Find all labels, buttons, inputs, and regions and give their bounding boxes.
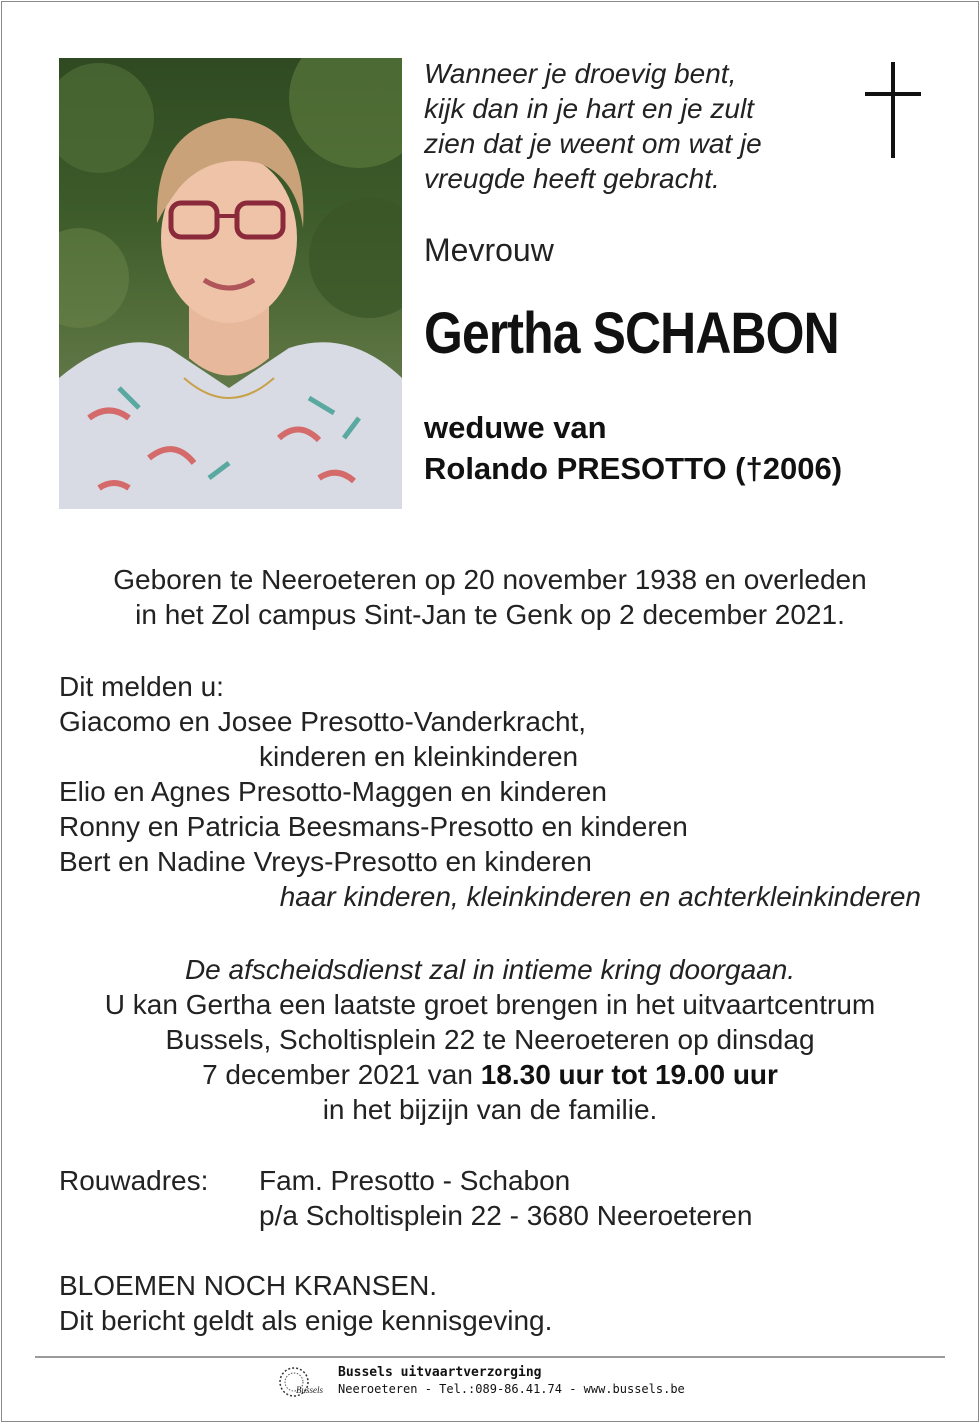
ceremony-line xyxy=(40,1057,940,1092)
ceremony-line: in het bijzijn van de familie. xyxy=(322,1094,658,1125)
address-value xyxy=(259,1163,752,1233)
memorial-quote xyxy=(424,56,844,196)
deceased-name: Gertha SCHABON xyxy=(424,301,839,366)
bussels-logo xyxy=(274,1364,330,1400)
footer-divider xyxy=(35,1356,945,1358)
announcer-family: Giacomo en Josee Presotto-Vanderkracht, xyxy=(59,706,587,737)
address-line: p/a Scholtisplein 22 - 3680 Neeroeteren xyxy=(259,1200,753,1231)
ceremony-line: De afscheidsdienst zal in intieme kring doorgaan. xyxy=(184,954,796,985)
announcer-family: Ronny en Patricia Beesmans-Presotto en kinderen xyxy=(59,811,688,842)
quote-line: kijk dan in je hart en je zult xyxy=(424,93,754,124)
portrait-photo xyxy=(59,58,402,509)
closing-text xyxy=(59,1268,552,1338)
announcer-family: Bert en Nadine Vreys-Presotto en kinderen xyxy=(59,846,592,877)
announcers-intro: Dit melden u: xyxy=(59,671,224,702)
company-name: Bussels uitvaartverzorging xyxy=(338,1365,542,1380)
birth-death-text xyxy=(40,562,940,632)
ceremony-time: 18.30 uur tot 19.00 uur xyxy=(480,1059,778,1090)
birth-death-line: in het Zol campus Sint-Jan te Genk op 2 december 2021. xyxy=(135,599,845,630)
company-contact: Neeroeteren - Tel.:089-86.41.74 - www.bussels.be xyxy=(338,1382,685,1396)
quote-line: vreugde heeft gebracht. xyxy=(424,163,720,194)
quote-line: zien dat je weent om wat je xyxy=(424,128,762,159)
spouse-name: Rolando PRESOTTO (†2006) xyxy=(424,451,843,486)
closing-line: BLOEMEN NOCH KRANSEN. xyxy=(59,1270,438,1301)
address-label: Rouwadres: xyxy=(59,1165,209,1196)
announcers-closing: haar kinderen, kleinkinderen en achterkleinkinderen xyxy=(279,881,921,912)
announcer-family: Elio en Agnes Presotto-Maggen en kinderen xyxy=(59,776,607,807)
ceremony-line: Bussels, Scholtisplein 22 te Neeroeteren op dinsdag xyxy=(165,1024,815,1055)
birth-death-line: Geboren te Neeroeteren op 20 november 1938 en overleden xyxy=(113,564,867,595)
widow-label: weduwe van xyxy=(424,410,607,445)
honorific: Mevrouw xyxy=(424,232,554,268)
address-line: Fam. Presotto - Schabon xyxy=(259,1165,571,1196)
cross-icon xyxy=(862,62,924,160)
quote-line: Wanneer je droevig bent, xyxy=(424,58,737,89)
closing-line: Dit bericht geldt als enige kennisgeving. xyxy=(59,1305,553,1336)
ceremony-line: U kan Gertha een laatste groet brengen in het uitvaartcentrum xyxy=(104,989,876,1020)
portrait-illustration xyxy=(59,58,402,509)
ceremony-text xyxy=(40,952,940,1127)
logo-text: Bussels xyxy=(296,1385,323,1395)
announcer-family-continued: kinderen en kleinkinderen xyxy=(259,741,579,772)
ceremony-date: 7 december 2021 van xyxy=(202,1059,473,1090)
